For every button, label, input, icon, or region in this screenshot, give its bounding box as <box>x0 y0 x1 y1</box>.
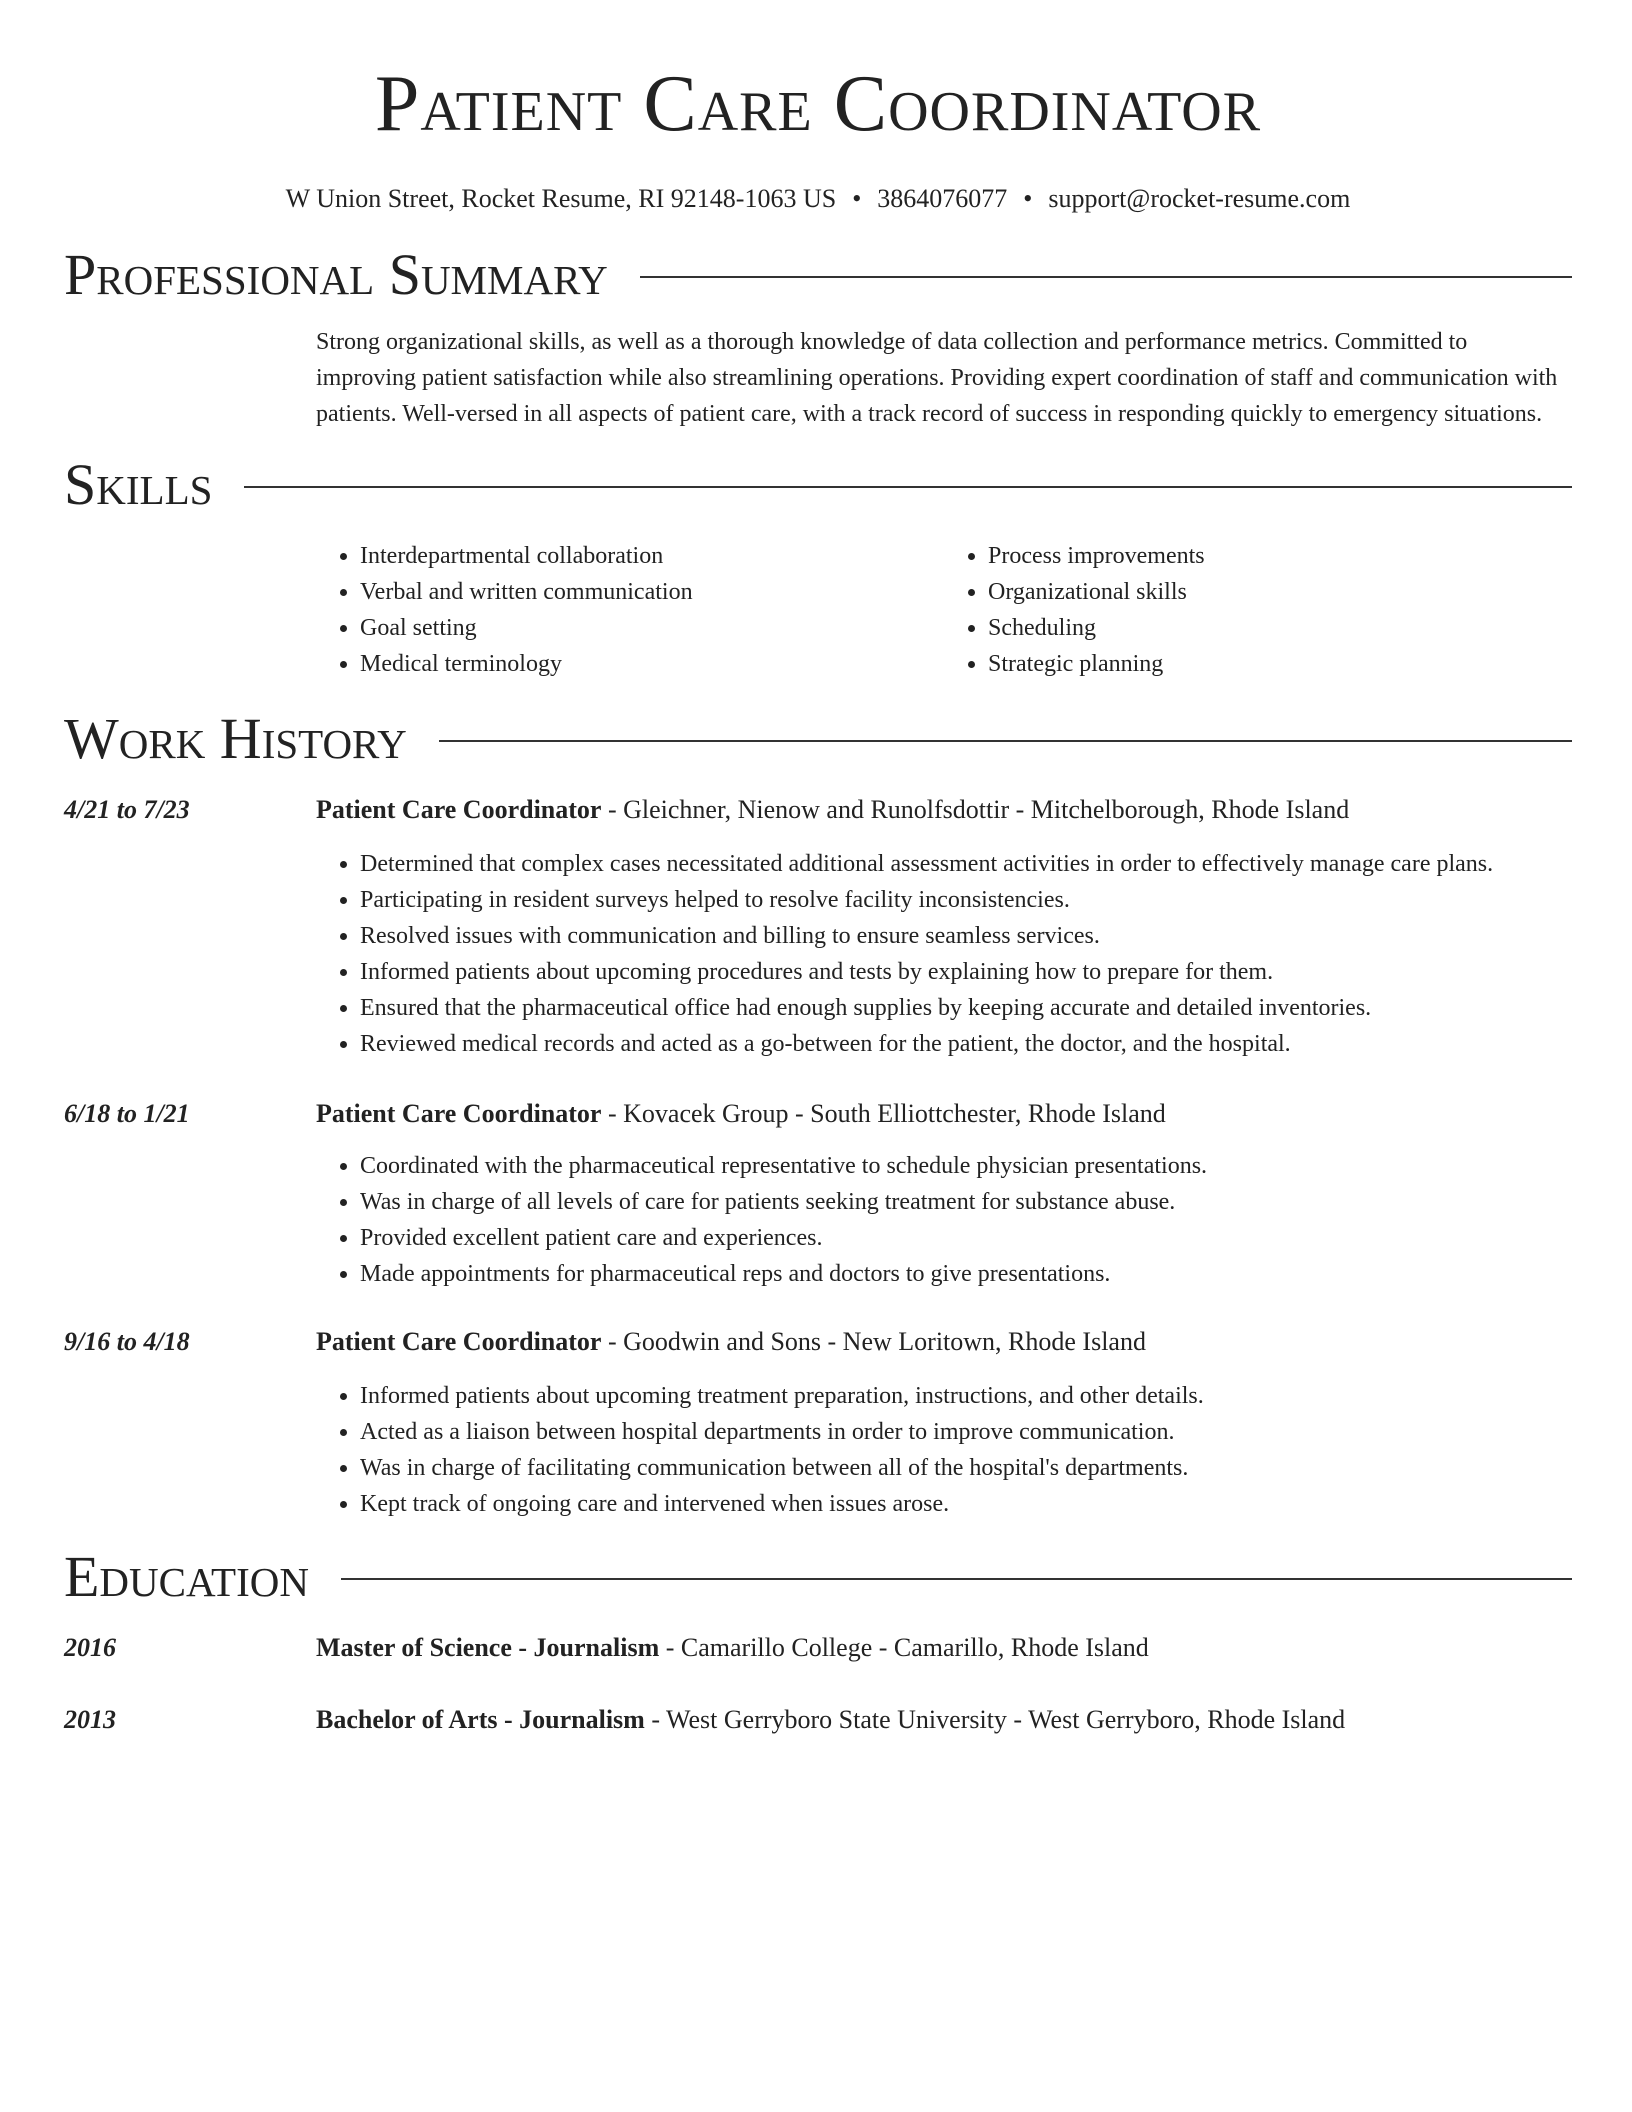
education-section-title: Education <box>64 1544 309 1609</box>
work-section-header <box>64 704 1572 774</box>
job-bullet: • Provided excellent patient care and experiences. <box>360 1220 1572 1256</box>
job-entry <box>64 1096 1572 1132</box>
contact-email: support@rocket-resume.com <box>1048 184 1351 213</box>
education-section-header <box>64 1542 1572 1612</box>
job-bullet: • Was in charge of facilitating communication between all of the hospital's departments. <box>360 1450 1572 1486</box>
job-heading <box>316 1096 1166 1132</box>
job-bullets <box>316 846 1572 1062</box>
resume-name: Patient Care Coordinator <box>374 60 1262 148</box>
job-heading <box>316 792 1349 828</box>
work-section-title: Work History <box>64 706 407 771</box>
summary-section-title: Professional Summary <box>64 242 608 307</box>
job-role: Patient Care Coordinator <box>316 795 602 824</box>
resume-page <box>64 0 1572 1738</box>
section-divider <box>640 276 1572 278</box>
skills-grid <box>316 538 1572 682</box>
job-dates: 4/21 to 7/23 <box>64 795 190 824</box>
job-bullet-list <box>316 846 1572 1062</box>
contact-line <box>64 182 1572 216</box>
skills-list-left <box>316 538 944 682</box>
job-bullet: • Resolved issues with communication and billing to ensure seamless services. <box>360 918 1572 954</box>
job-bullet: • Informed patients about upcoming procedures and tests by explaining how to prepare for them. <box>360 954 1572 990</box>
job-bullet: • Made appointments for pharmaceutical reps and doctors to give presentations. <box>360 1256 1572 1292</box>
job-employer: - Kovacek Group - South Elliottchester, Rhode Island <box>601 1099 1166 1128</box>
job-employer: - Gleichner, Nienow and Runolfsdottir - Mitchelborough, Rhode Island <box>601 795 1350 824</box>
skill-item: • Organizational skills <box>988 574 1572 610</box>
education-heading <box>316 1630 1149 1666</box>
section-divider <box>244 486 1572 488</box>
education-school: - West Gerryboro State University - West Gerryboro, Rhode Island <box>644 1705 1346 1734</box>
skill-item: • Scheduling <box>988 610 1572 646</box>
contact-separator: • <box>1023 184 1033 213</box>
skill-item: • Medical terminology <box>360 646 944 682</box>
job-bullet: • Participating in resident surveys helped to resolve facility inconsistencies. <box>360 882 1572 918</box>
contact-phone: 3864076077 <box>877 184 1008 213</box>
job-bullet-list <box>316 1148 1572 1292</box>
job-bullet: • Was in charge of all levels of care for patients seeking treatment for substance abuse. <box>360 1184 1572 1220</box>
job-bullets <box>316 1378 1572 1522</box>
job-bullet: • Acted as a liaison between hospital departments in order to improve communication. <box>360 1414 1572 1450</box>
section-divider <box>341 1578 1572 1580</box>
skills-section-title: Skills <box>64 452 213 517</box>
summary-body <box>316 324 1572 432</box>
job-bullet: • Coordinated with the pharmaceutical representative to schedule physician presentations. <box>360 1148 1572 1184</box>
education-school: - Camarillo College - Camarillo, Rhode Island <box>659 1633 1149 1662</box>
job-bullet: • Determined that complex cases necessitated additional assessment activities in order to effectively manage care plans. <box>360 846 1572 882</box>
summary-text: Strong organizational skills, as well as a thorough knowledge of data collection and performance metrics. Committed to improving patient satisfaction while also streamlining operations. Providing expert coordination of staff and communication with patients. Well-versed in all aspects of patient care, with a track record of success in responding quickly to emergency situations. <box>316 329 1558 427</box>
skill-item: • Process improvements <box>988 538 1572 574</box>
job-role: Patient Care Coordinator <box>316 1327 602 1356</box>
job-role: Patient Care Coordinator <box>316 1099 602 1128</box>
education-degree: Master of Science - Journalism <box>316 1633 660 1662</box>
skills-list-right <box>944 538 1572 682</box>
job-bullet: • Ensured that the pharmaceutical office had enough supplies by keeping accurate and detailed inventories. <box>360 990 1572 1026</box>
education-year: 2016 <box>64 1633 116 1662</box>
skill-item: • Goal setting <box>360 610 944 646</box>
education-heading <box>316 1702 1345 1738</box>
contact-separator: • <box>852 184 862 213</box>
job-heading <box>316 1324 1146 1360</box>
education-entry <box>64 1702 1572 1738</box>
contact-address: W Union Street, Rocket Resume, RI 92148-1063 US <box>285 184 837 213</box>
education-degree: Bachelor of Arts - Journalism <box>316 1705 645 1734</box>
job-dates: 9/16 to 4/18 <box>64 1327 190 1356</box>
summary-section-header <box>64 240 1572 310</box>
job-bullet: • Kept track of ongoing care and intervened when issues arose. <box>360 1486 1572 1522</box>
job-bullet-list <box>316 1378 1572 1522</box>
job-entry <box>64 1324 1572 1360</box>
skill-item: • Verbal and written communication <box>360 574 944 610</box>
job-dates: 6/18 to 1/21 <box>64 1099 190 1128</box>
education-entry <box>64 1630 1572 1666</box>
skill-item: • Strategic planning <box>988 646 1572 682</box>
job-entry <box>64 792 1572 828</box>
skill-item: • Interdepartmental collaboration <box>360 538 944 574</box>
job-bullets <box>316 1148 1572 1292</box>
job-employer: - Goodwin and Sons - New Loritown, Rhode Island <box>601 1327 1146 1356</box>
education-year: 2013 <box>64 1705 116 1734</box>
skills-section-header <box>64 450 1572 520</box>
section-divider <box>439 740 1572 742</box>
job-bullet: • Reviewed medical records and acted as a go-between for the patient, the doctor, and the hospital. <box>360 1026 1572 1062</box>
job-bullet: • Informed patients about upcoming treatment preparation, instructions, and other details. <box>360 1378 1572 1414</box>
